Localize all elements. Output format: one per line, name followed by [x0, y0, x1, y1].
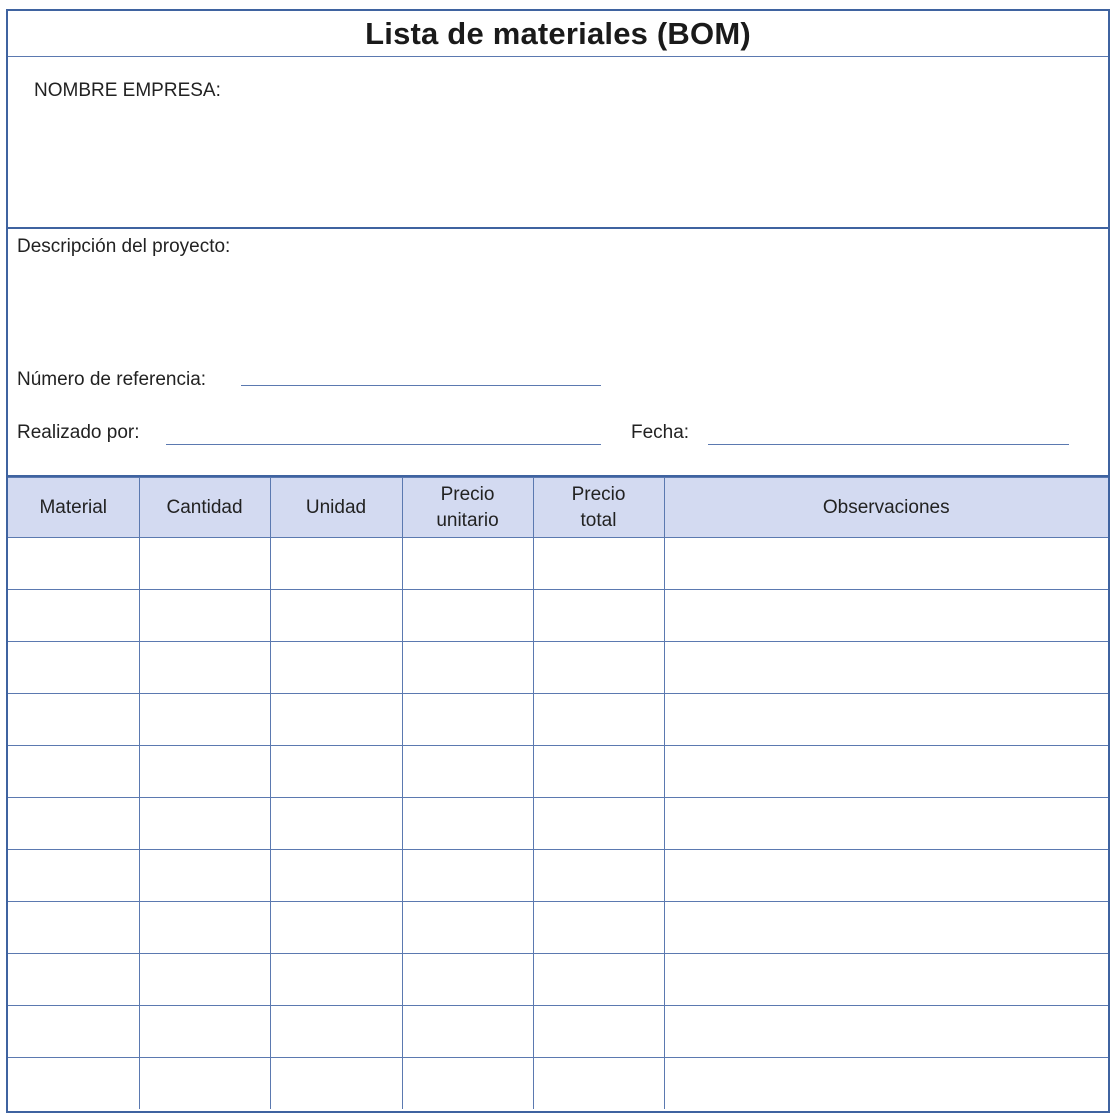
cell-quantity[interactable]	[139, 1058, 270, 1110]
cell-unit[interactable]	[270, 902, 402, 954]
cell-observations[interactable]	[664, 694, 1108, 746]
cell-total-price[interactable]	[533, 902, 664, 954]
table-header-row	[8, 478, 1108, 538]
date-field[interactable]	[708, 444, 1069, 445]
cell-unit[interactable]	[270, 538, 402, 590]
header-quantity: Cantidad	[139, 478, 270, 538]
cell-unit[interactable]	[270, 850, 402, 902]
header-unit-price: Precio unitario	[402, 478, 533, 538]
cell-unit[interactable]	[270, 590, 402, 642]
cell-material[interactable]	[8, 902, 139, 954]
cell-observations[interactable]	[664, 798, 1108, 850]
table-row	[8, 590, 1108, 642]
title-bar	[8, 11, 1108, 57]
reference-number-field[interactable]	[241, 385, 601, 386]
materials-table	[8, 477, 1108, 1109]
table-row	[8, 902, 1108, 954]
company-name-label: NOMBRE EMPRESA:	[34, 80, 221, 101]
table-row	[8, 746, 1108, 798]
cell-total-price[interactable]	[533, 694, 664, 746]
date-label: Fecha:	[631, 422, 690, 443]
project-section	[8, 229, 1108, 477]
cell-total-price[interactable]	[533, 1058, 664, 1110]
company-section	[8, 57, 1108, 229]
cell-unit-price[interactable]	[402, 1058, 533, 1110]
cell-observations[interactable]	[664, 850, 1108, 902]
cell-unit[interactable]	[270, 798, 402, 850]
cell-material[interactable]	[8, 590, 139, 642]
cell-unit-price[interactable]	[402, 798, 533, 850]
table-row	[8, 954, 1108, 1006]
header-total-price: Precio total	[533, 478, 664, 538]
table-row	[8, 538, 1108, 590]
cell-material[interactable]	[8, 1058, 139, 1110]
cell-unit-price[interactable]	[402, 954, 533, 1006]
cell-total-price[interactable]	[533, 642, 664, 694]
cell-unit[interactable]	[270, 1058, 402, 1110]
cell-quantity[interactable]	[139, 538, 270, 590]
cell-quantity[interactable]	[139, 1006, 270, 1058]
header-material: Material	[8, 478, 139, 538]
cell-quantity[interactable]	[139, 746, 270, 798]
table-row	[8, 850, 1108, 902]
cell-total-price[interactable]	[533, 798, 664, 850]
cell-observations[interactable]	[664, 590, 1108, 642]
form-title: Lista de materiales (BOM)	[365, 15, 751, 51]
cell-observations[interactable]	[664, 954, 1108, 1006]
cell-unit-price[interactable]	[402, 642, 533, 694]
cell-material[interactable]	[8, 642, 139, 694]
cell-observations[interactable]	[664, 902, 1108, 954]
cell-unit[interactable]	[270, 1006, 402, 1058]
cell-material[interactable]	[8, 798, 139, 850]
cell-total-price[interactable]	[533, 590, 664, 642]
project-description-label: Descripción del proyecto:	[17, 236, 231, 257]
cell-unit[interactable]	[270, 694, 402, 746]
cell-total-price[interactable]	[533, 850, 664, 902]
reference-number-label: Número de referencia:	[17, 369, 207, 390]
table-row	[8, 1006, 1108, 1058]
cell-observations[interactable]	[664, 1058, 1108, 1110]
cell-quantity[interactable]	[139, 590, 270, 642]
cell-unit-price[interactable]	[402, 590, 533, 642]
cell-unit-price[interactable]	[402, 850, 533, 902]
made-by-field[interactable]	[166, 444, 601, 445]
cell-observations[interactable]	[664, 642, 1108, 694]
cell-unit-price[interactable]	[402, 746, 533, 798]
cell-unit[interactable]	[270, 642, 402, 694]
cell-quantity[interactable]	[139, 798, 270, 850]
cell-unit-price[interactable]	[402, 538, 533, 590]
cell-material[interactable]	[8, 746, 139, 798]
cell-observations[interactable]	[664, 1006, 1108, 1058]
table-row	[8, 798, 1108, 850]
cell-material[interactable]	[8, 1006, 139, 1058]
cell-material[interactable]	[8, 954, 139, 1006]
cell-quantity[interactable]	[139, 954, 270, 1006]
cell-quantity[interactable]	[139, 694, 270, 746]
header-observations: Observaciones	[664, 478, 1108, 538]
cell-quantity[interactable]	[139, 642, 270, 694]
bom-form	[6, 9, 1110, 1113]
header-unit: Unidad	[270, 478, 402, 538]
cell-total-price[interactable]	[533, 746, 664, 798]
cell-unit[interactable]	[270, 954, 402, 1006]
cell-total-price[interactable]	[533, 538, 664, 590]
made-by-label: Realizado por:	[17, 422, 140, 443]
cell-unit-price[interactable]	[402, 1006, 533, 1058]
cell-material[interactable]	[8, 538, 139, 590]
cell-unit-price[interactable]	[402, 694, 533, 746]
cell-total-price[interactable]	[533, 1006, 664, 1058]
cell-unit-price[interactable]	[402, 902, 533, 954]
cell-total-price[interactable]	[533, 954, 664, 1006]
table-row	[8, 1058, 1108, 1110]
cell-observations[interactable]	[664, 746, 1108, 798]
cell-unit[interactable]	[270, 746, 402, 798]
cell-observations[interactable]	[664, 538, 1108, 590]
table-row	[8, 642, 1108, 694]
cell-material[interactable]	[8, 694, 139, 746]
table-row	[8, 694, 1108, 746]
cell-quantity[interactable]	[139, 850, 270, 902]
cell-quantity[interactable]	[139, 902, 270, 954]
cell-material[interactable]	[8, 850, 139, 902]
